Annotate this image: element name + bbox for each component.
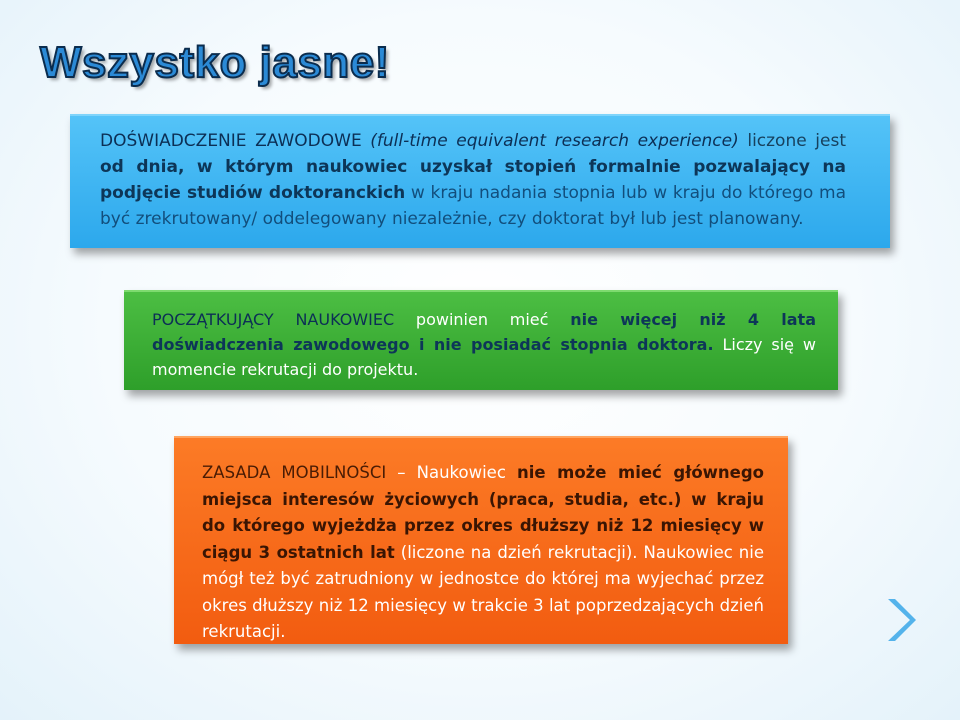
term-mobility-rule: ZASADA MOBILNOŚCI xyxy=(202,463,387,482)
definition-box-early-stage-researcher xyxy=(124,290,838,390)
definition-emphasis: od dnia, w którym naukowiec uzyskał stopień formalnie pozwalający na podjęcie studiów doktoranckich xyxy=(100,157,846,203)
definition-text: w kraju nadania stopnia lub w kraju do którego ma być zrekrutowany/ oddelegowany niezależnie, czy doktorat był lub jest planowany. xyxy=(100,183,846,229)
term-early-stage-researcher: POCZĄTKUJĄCY NAUKOWIEC xyxy=(152,310,395,329)
definition-text: (liczone na dzień rekrutacji). Naukowiec nie mógł też być zatrudniony w jednostce do której ma wyjechać przez okres dłuższy niż 12 miesięcy w trakcie 3 lat poprzedzających dzień rekrutacji. xyxy=(202,542,765,641)
term-professional-experience: DOŚWIADCZENIE ZAWODOWE xyxy=(100,131,362,151)
definition-emphasis: nie więcej niż 4 lata doświadczenia zawodowego i nie posiadać stopnia doktora. xyxy=(152,310,816,354)
definition-box-mobility-rule xyxy=(174,436,788,644)
slide-title: Wszystko jasne! xyxy=(40,38,390,87)
definition-text: liczone jest xyxy=(738,131,846,151)
definition-text: powinien mieć xyxy=(394,310,571,329)
chevron-right-icon xyxy=(882,595,916,645)
term-translation: (full-time equivalent research experience) xyxy=(370,131,739,151)
definition-box-professional-experience xyxy=(70,114,890,248)
definition-emphasis: nie może mieć głównego miejsca interesów życiowych (praca, studia, etc.) w kraju do którego wyjeżdża przez okres dłuższy niż 12 miesięcy w ciągu 3 ostatnich lat xyxy=(202,463,764,562)
definition-text: – Naukowiec xyxy=(386,463,517,482)
next-slide-button[interactable] xyxy=(882,595,916,645)
definition-text: Liczy się w momencie rekrutacji do projektu. xyxy=(152,335,817,379)
